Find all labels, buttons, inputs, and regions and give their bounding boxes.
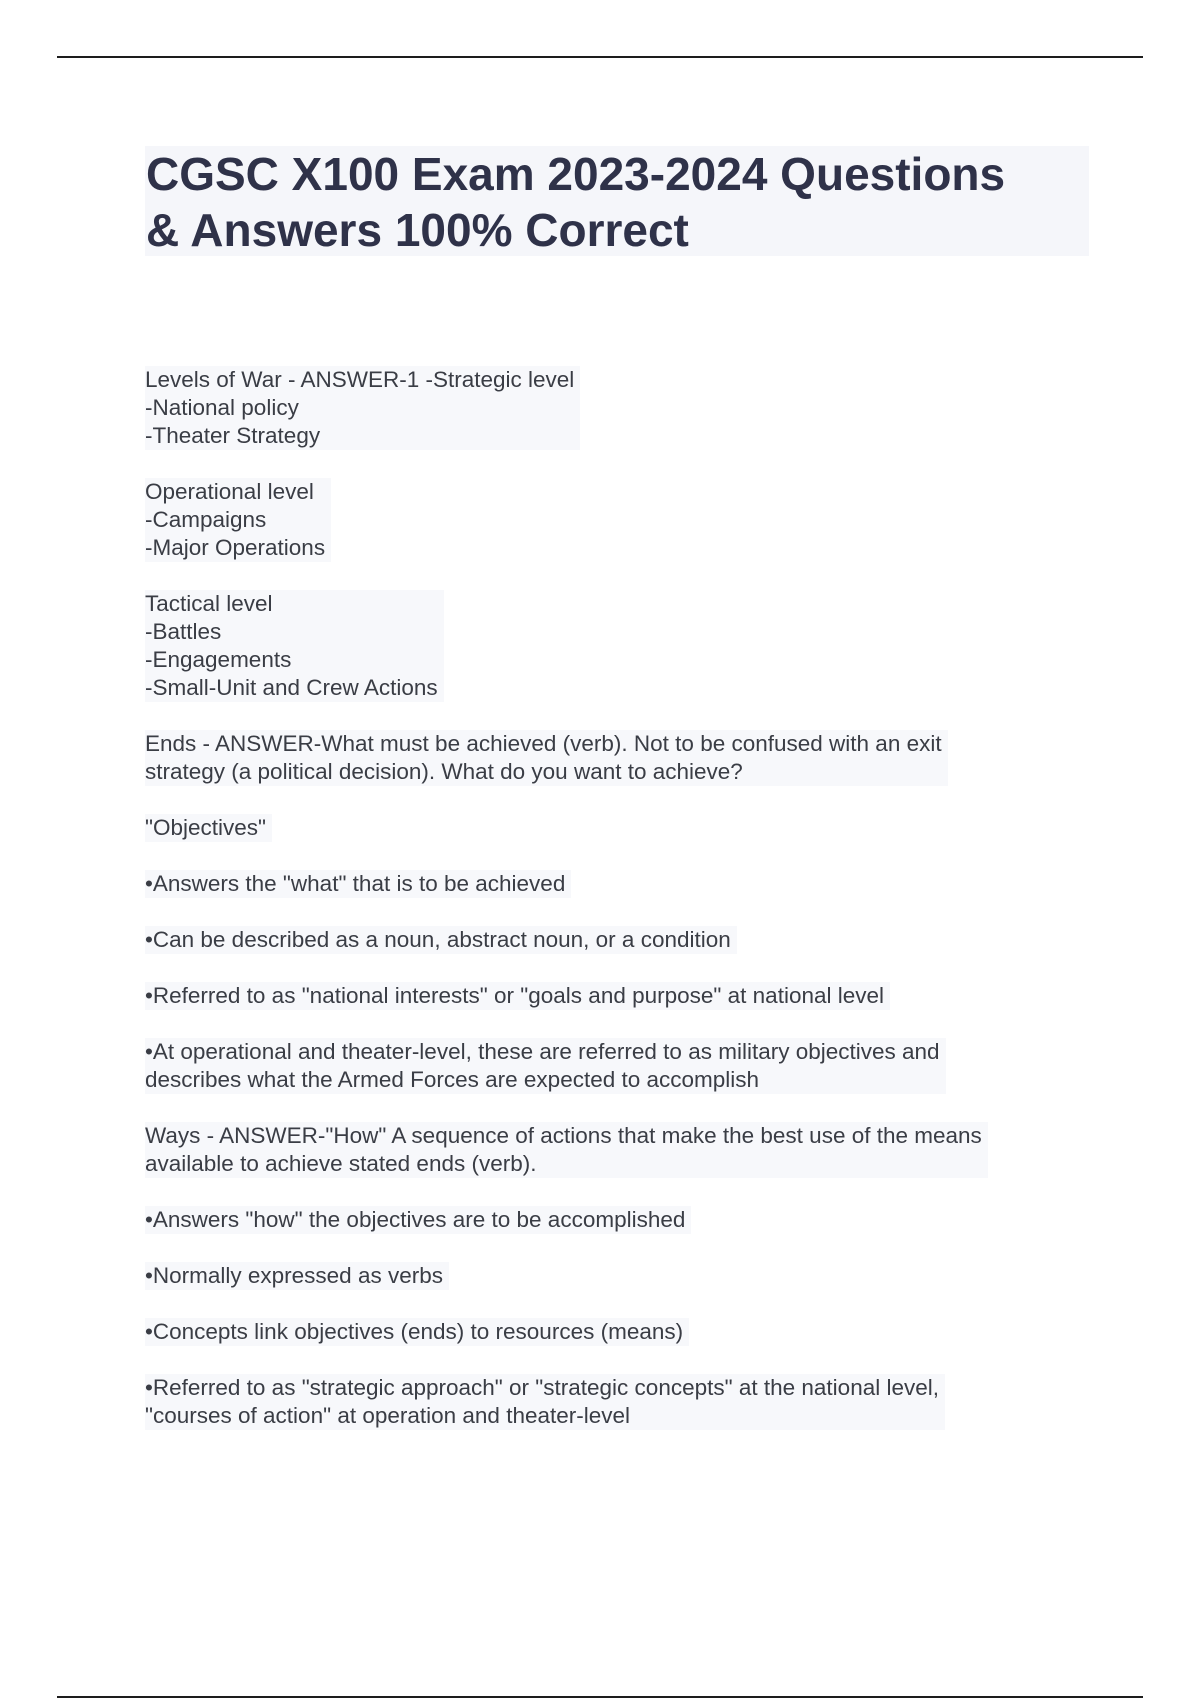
text-line: available to achieve stated ends (verb). xyxy=(145,1151,537,1176)
text-line: -Small-Unit and Crew Actions xyxy=(145,675,438,700)
ways-bullet xyxy=(145,1318,689,1346)
text-line: -Engagements xyxy=(145,647,292,672)
ways-bullet xyxy=(145,1206,691,1234)
text-line: strategy (a political decision). What do you want to achieve? xyxy=(145,759,743,784)
text-line: -Major Operations xyxy=(145,535,326,560)
text-line: Ends - ANSWER-What must be achieved (verb). Not to be confused with an exit xyxy=(145,731,942,756)
title-block xyxy=(145,146,1089,256)
text-line: "Objectives" xyxy=(145,815,267,840)
ends-bullet xyxy=(145,982,890,1010)
ends-bullet xyxy=(145,926,737,954)
tactical-level-paragraph xyxy=(145,590,444,702)
text-line: Ways - ANSWER-"How" A sequence of actions that make the best use of the means xyxy=(145,1123,982,1148)
text-line: -Battles xyxy=(145,619,222,644)
text-line: describes what the Armed Forces are expected to accomplish xyxy=(145,1067,760,1092)
text-line: -Theater Strategy xyxy=(145,423,321,448)
text-line: Tactical level xyxy=(145,591,273,616)
objectives-paragraph xyxy=(145,814,272,842)
ways-bullet xyxy=(145,1262,449,1290)
text-line: •Can be described as a noun, abstract noun, or a condition xyxy=(145,927,731,952)
document-body xyxy=(145,366,1095,1458)
text-line: •Answers the "what" that is to be achieved xyxy=(145,871,566,896)
text-line: •Referred to as "strategic approach" or "strategic concepts" at the national level, xyxy=(145,1375,939,1400)
text-line: "courses of action" at operation and theater-level xyxy=(145,1403,631,1428)
text-line: •Concepts link objectives (ends) to resources (means) xyxy=(145,1319,684,1344)
levels-of-war-paragraph xyxy=(145,366,580,450)
ways-bullet xyxy=(145,1374,945,1430)
text-line: •At operational and theater-level, these are referred to as military objectives and xyxy=(145,1039,940,1064)
text-line: •Normally expressed as verbs xyxy=(145,1263,443,1288)
text-line: -Campaigns xyxy=(145,507,267,532)
text-line: Operational level xyxy=(145,479,314,504)
text-line: Levels of War - ANSWER-1 -Strategic level xyxy=(145,367,575,392)
top-rule xyxy=(57,56,1143,58)
text-line: •Referred to as "national interests" or "goals and purpose" at national level xyxy=(145,983,885,1008)
text-line: •Answers "how" the objectives are to be accomplished xyxy=(145,1207,686,1232)
text-line: -National policy xyxy=(145,395,299,420)
operational-level-paragraph xyxy=(145,478,331,562)
bottom-rule xyxy=(57,1696,1143,1698)
ends-bullet xyxy=(145,870,571,898)
ways-paragraph xyxy=(145,1122,988,1178)
ends-paragraph xyxy=(145,730,948,786)
title-line-2: & Answers 100% Correct xyxy=(146,204,689,256)
ends-bullet xyxy=(145,1038,946,1094)
page-title xyxy=(145,146,1089,258)
title-line-1: CGSC X100 Exam 2023-2024 Questions xyxy=(146,148,1006,200)
